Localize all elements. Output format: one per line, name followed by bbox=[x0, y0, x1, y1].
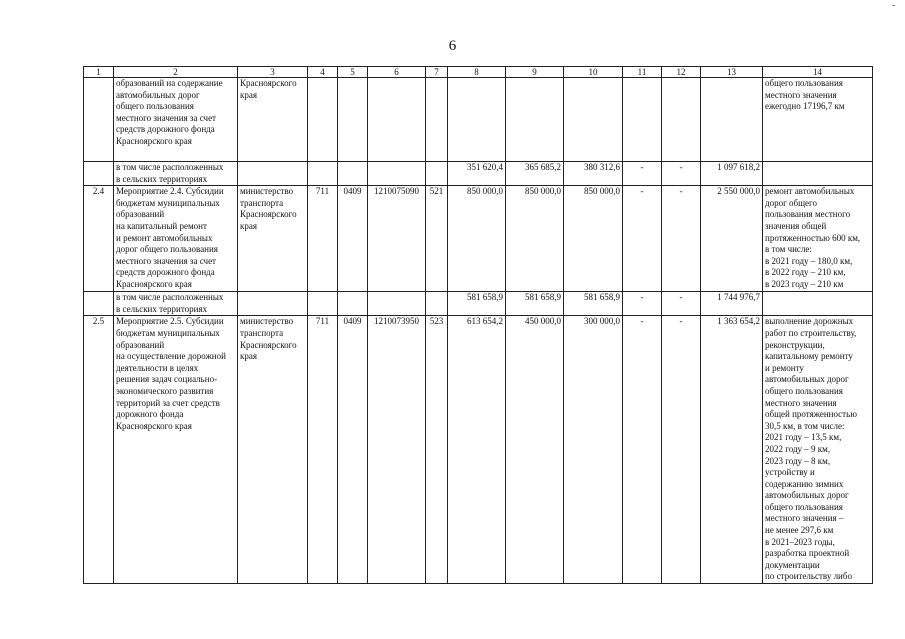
expense-type-cell bbox=[426, 292, 448, 316]
header-cell: 1 bbox=[84, 67, 114, 78]
amount-col11-cell: - bbox=[623, 162, 662, 186]
header-cell: 6 bbox=[368, 67, 426, 78]
amount-col11-cell: - bbox=[623, 292, 662, 316]
amount-2021-cell: 850 000,0 bbox=[448, 186, 506, 292]
expense-type-cell bbox=[426, 78, 448, 162]
amount-2022-cell: 365 685,2 bbox=[506, 162, 564, 186]
header-cell: 3 bbox=[238, 67, 308, 78]
executor-cell bbox=[238, 292, 308, 316]
target-article-cell: 1210073950 bbox=[368, 316, 426, 584]
section-code-cell: 0409 bbox=[338, 316, 368, 584]
header-row bbox=[84, 67, 873, 78]
target-article-cell: 1210075090 bbox=[368, 186, 426, 292]
target-article-cell bbox=[368, 78, 426, 162]
amount-2023-cell bbox=[564, 78, 623, 162]
expected-result-cell bbox=[763, 292, 873, 316]
row-number-cell: 2.4 bbox=[84, 186, 114, 292]
amount-col11-cell: - bbox=[623, 316, 662, 584]
target-article-cell bbox=[368, 162, 426, 186]
amount-col12-cell: - bbox=[662, 186, 701, 292]
total-amount-cell bbox=[701, 78, 763, 162]
row-number-cell bbox=[84, 162, 114, 186]
row-number-cell bbox=[84, 292, 114, 316]
corner-mark: - bbox=[892, 0, 896, 11]
executor-cell: министерство транспорта Красноярского края bbox=[238, 316, 308, 584]
grbs-code-cell bbox=[308, 162, 338, 186]
total-amount-cell: 1 097 618,2 bbox=[701, 162, 763, 186]
amount-2021-cell: 351 620,4 bbox=[448, 162, 506, 186]
amount-col11-cell bbox=[623, 78, 662, 162]
activity-cell: образований на содержание автомобильных дорог общего пользования местного значения за счет средств дорожного фонда Красноярского края bbox=[114, 78, 238, 162]
table-row bbox=[84, 78, 873, 162]
activity-cell: в том числе расположенных в сельских территориях bbox=[114, 292, 238, 316]
amount-2022-cell bbox=[506, 78, 564, 162]
expected-result-cell bbox=[763, 162, 873, 186]
amount-2023-cell: 581 658,9 bbox=[564, 292, 623, 316]
expected-result-cell: выполнение дорожных работ по строительству, реконструкции, капитальному ремонту и ремонту автомобильных дорог общего пользования местного значения общей протяженностью 30,5 км, в том числе: 2021 году – 13,5 км, 2022 году – 9 км, 2023 году – 8 км, устройству и содержанию зимних автомобильных дорог общего пользования местного значения – не менее 297,6 км в 2021–2023 годы, разработка проектной документации по строительству либо bbox=[763, 316, 873, 584]
executor-cell: министерство транспорта Красноярского края bbox=[238, 186, 308, 292]
header-cell: 11 bbox=[623, 67, 662, 78]
executor-cell: Красноярского края bbox=[238, 78, 308, 162]
row-number-cell: 2.5 bbox=[84, 316, 114, 584]
section-code-cell bbox=[338, 78, 368, 162]
amount-2023-cell: 300 000,0 bbox=[564, 316, 623, 584]
section-code-cell: 0409 bbox=[338, 186, 368, 292]
page-number: 6 bbox=[448, 38, 457, 54]
expense-type-cell: 521 bbox=[426, 186, 448, 292]
amount-2023-cell: 380 312,6 bbox=[564, 162, 623, 186]
section-code-cell bbox=[338, 292, 368, 316]
total-amount-cell: 2 550 000,0 bbox=[701, 186, 763, 292]
expected-result-cell: общего пользования местного значения ежегодно 17196,7 км bbox=[763, 78, 873, 162]
table-row bbox=[84, 316, 873, 584]
grbs-code-cell bbox=[308, 78, 338, 162]
expected-result-cell: ремонт автомобильных дорог общего пользования местного значения общей протяженностью 600 км, в том числе: в 2021 году – 180,0 км, в 2022 году – 210 км, в 2023 году – 210 км bbox=[763, 186, 873, 292]
total-amount-cell: 1 744 976,7 bbox=[701, 292, 763, 316]
section-code-cell bbox=[338, 162, 368, 186]
header-cell: 4 bbox=[308, 67, 338, 78]
amount-col11-cell: - bbox=[623, 186, 662, 292]
activity-cell: в том числе расположенных в сельских территориях bbox=[114, 162, 238, 186]
row-number-cell bbox=[84, 78, 114, 162]
expense-type-cell: 523 bbox=[426, 316, 448, 584]
activity-cell: Мероприятие 2.5. Субсидии бюджетам муниципальных образований на осуществление дорожной деятельности в целях решения задач социально- экономического развития территорий за счет средств дорожного фонда Красноярского края bbox=[114, 316, 238, 584]
header-cell: 10 bbox=[564, 67, 623, 78]
grbs-code-cell: 711 bbox=[308, 186, 338, 292]
program-table bbox=[83, 66, 873, 584]
executor-cell bbox=[238, 162, 308, 186]
table-row bbox=[84, 162, 873, 186]
header-cell: 13 bbox=[701, 67, 763, 78]
header-cell: 5 bbox=[338, 67, 368, 78]
amount-2022-cell: 581 658,9 bbox=[506, 292, 564, 316]
table-row bbox=[84, 186, 873, 292]
grbs-code-cell bbox=[308, 292, 338, 316]
table-row bbox=[84, 292, 873, 316]
header-cell: 7 bbox=[426, 67, 448, 78]
total-amount-cell: 1 363 654,2 bbox=[701, 316, 763, 584]
amount-2021-cell: 613 654,2 bbox=[448, 316, 506, 584]
header-cell: 12 bbox=[662, 67, 701, 78]
header-cell: 8 bbox=[448, 67, 506, 78]
amount-2021-cell: 581 658,9 bbox=[448, 292, 506, 316]
amount-col12-cell bbox=[662, 78, 701, 162]
activity-cell: Мероприятие 2.4. Субсидии бюджетам муниципальных образований на капитальный ремонт и ремонт автомобильных дорог общего пользования местного значения за счет средств дорожного фонда Красноярского края bbox=[114, 186, 238, 292]
amount-2023-cell: 850 000,0 bbox=[564, 186, 623, 292]
amount-col12-cell: - bbox=[662, 316, 701, 584]
grbs-code-cell: 711 bbox=[308, 316, 338, 584]
amount-2022-cell: 450 000,0 bbox=[506, 316, 564, 584]
amount-2021-cell bbox=[448, 78, 506, 162]
header-cell: 2 bbox=[114, 67, 238, 78]
amount-2022-cell: 850 000,0 bbox=[506, 186, 564, 292]
amount-col12-cell: - bbox=[662, 292, 701, 316]
header-cell: 14 bbox=[763, 67, 873, 78]
header-cell: 9 bbox=[506, 67, 564, 78]
amount-col12-cell: - bbox=[662, 162, 701, 186]
target-article-cell bbox=[368, 292, 426, 316]
expense-type-cell bbox=[426, 162, 448, 186]
